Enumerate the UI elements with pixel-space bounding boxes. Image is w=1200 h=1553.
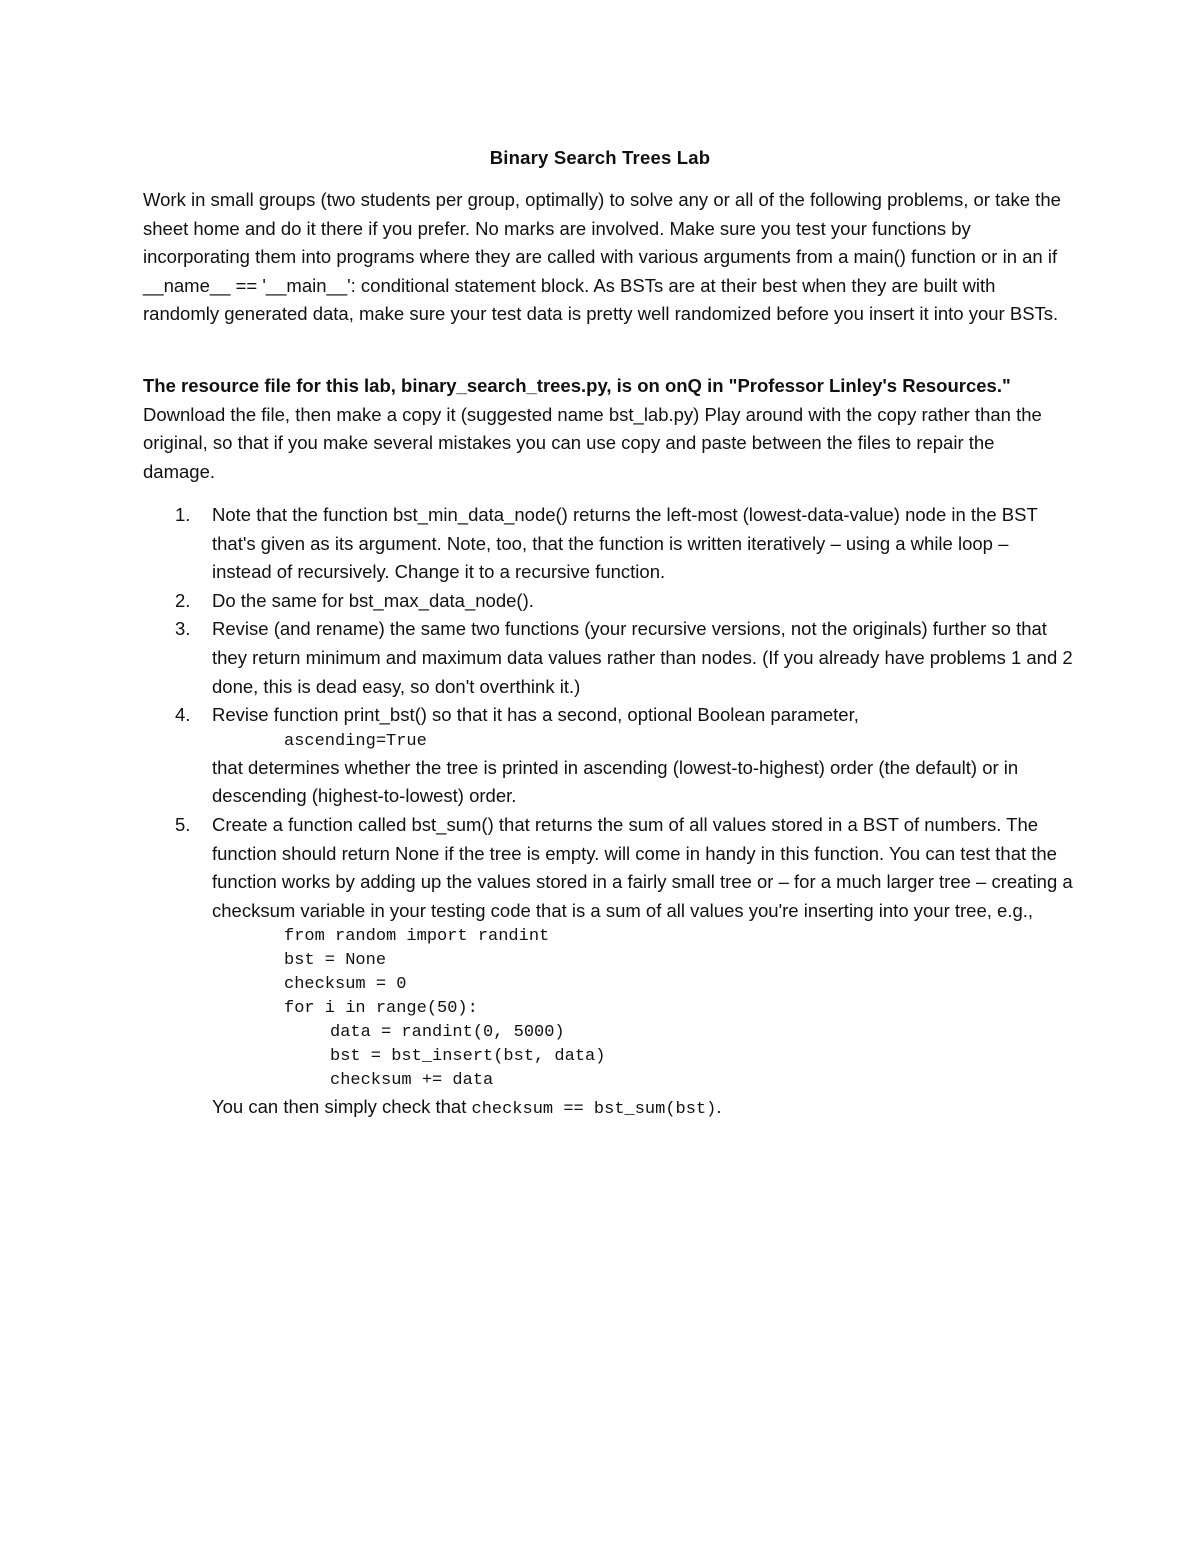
list-item-text-continued: that determines whether the tree is printed in ascending (lowest-to-highest) order (the default) or in descending (highest-to-lowest) order.: [212, 756, 1019, 807]
closing-line: [212, 1093, 1073, 1125]
intro-paragraph: Work in small groups (two students per group, optimally) to solve any or all of the following problems, or take the sheet home and do it there if you prefer. No marks are involved. Make sure you test your functions by incorporating them into programs where they are called with various arguments from a main() function or in an if __name__ == '__main__': conditional statement block. As BSTs are at their best when they are built with randomly generated data, make sure your test data is pretty well randomized before you insert it into your BSTs.: [143, 189, 1061, 325]
list-item: [143, 587, 1073, 616]
code-line: from random import randint: [284, 927, 550, 947]
list-item-number: 4.: [175, 704, 191, 726]
list-item-number: 2.: [175, 589, 191, 611]
list-item-text: Create a function called bst_sum() that returns the sum of all values stored in a BST of numbers. The function should return None if the tree is empty. will come in handy in this function. You can test that the function works by adding up the values stored in a fairly small tree or – for a much larger tree – creating a checksum variable in your testing code that is a sum of all values you're inserting into your tree, e.g.,: [212, 813, 1073, 921]
code-line: for i in range(50):: [284, 999, 478, 1019]
list-item: [143, 701, 1073, 811]
list-item-text: Revise (and rename) the same two functions (your recursive versions, not the originals) further so that they return minimum and maximum data values rather than nodes. (If you already have problems 1 and 2 done, this is dead easy, so don't overthink it.): [212, 618, 1073, 697]
list-item: [143, 811, 1073, 1125]
list-item-text: Do the same for bst_max_data_node().: [212, 589, 534, 611]
resource-text: Download the file, then make a copy it (suggested name bst_lab.py) Play around with the copy rather than the original, so that if you make several mistakes you can use copy and paste between the files to repair the damage.: [143, 403, 1042, 482]
resource-bold-text: The resource file for this lab, binary_search_trees.py, is on onQ in "Professor Linley's Resources.": [143, 375, 1011, 396]
list-item-number: 3.: [175, 618, 191, 640]
list-item-number: 1.: [175, 504, 191, 525]
closing-text: You can then simply check that: [212, 1096, 467, 1118]
code-line: bst = None: [284, 951, 387, 971]
code-line: bst = bst_insert(bst, data): [330, 1047, 606, 1067]
code-line: checksum = 0: [284, 975, 407, 995]
list-item-number: 5.: [175, 813, 191, 835]
code-block: [212, 925, 1073, 1093]
code-snippet: ascending=True: [284, 731, 427, 751]
code-line: data = randint(0, 5000): [330, 1023, 565, 1043]
problem-list: [143, 501, 1073, 1125]
closing-period: .: [716, 1096, 722, 1118]
resource-paragraph: [143, 372, 1063, 486]
list-item-text: Revise function print_bst() so that it has a second, optional Boolean parameter,: [212, 704, 859, 726]
list-item: [143, 615, 1073, 701]
document-title: Binary Search Trees Lab: [489, 147, 711, 168]
list-item-text: Note that the function bst_min_data_node() returns the left-most (lowest-data-value) node in the BST that's given as its argument. Note, too, that the function is written iteratively – using a while loop – instead of recursively. Change it to a recursive function.: [212, 504, 1038, 583]
closing-code: checksum == bst_sum(bst): [471, 1100, 717, 1120]
list-item: [143, 501, 1073, 587]
code-line: checksum += data: [330, 1071, 494, 1091]
